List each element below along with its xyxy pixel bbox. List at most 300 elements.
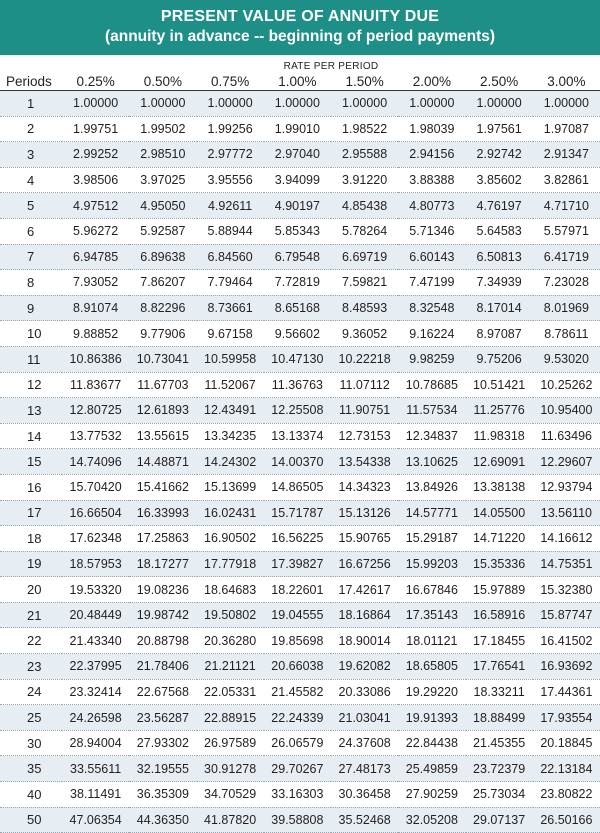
factor-cell: 14.86505 [264,474,331,500]
periods-header: Periods [0,72,62,91]
period-cell: 3 [0,142,62,168]
factor-cell: 22.84438 [398,730,465,756]
factor-cell: 9.67158 [197,321,264,347]
factor-cell: 33.16303 [264,782,331,808]
table-row [0,398,600,424]
factor-cell: 11.98318 [466,423,533,449]
table-row [0,449,600,475]
factor-cell: 1.00000 [398,91,465,117]
factor-cell: 11.90751 [331,398,398,424]
factor-cell: 20.33086 [331,679,398,705]
period-cell: 23 [0,654,62,680]
factor-cell: 21.45355 [466,730,533,756]
factor-cell: 15.41662 [129,474,196,500]
factor-cell: 11.63496 [533,423,600,449]
factor-cell: 23.56287 [129,705,196,731]
factor-cell: 18.90014 [331,628,398,654]
factor-cell: 24.37608 [331,730,398,756]
period-cell: 24 [0,679,62,705]
factor-cell: 15.71787 [264,500,331,526]
factor-cell: 6.84560 [197,244,264,270]
factor-cell: 7.72819 [264,270,331,296]
factor-cell: 30.36458 [331,782,398,808]
factor-cell: 18.33211 [466,679,533,705]
factor-cell: 38.11491 [62,782,129,808]
factor-cell: 7.93052 [62,270,129,296]
factor-cell: 1.99502 [129,116,196,142]
factor-cell: 12.80725 [62,398,129,424]
factor-cell: 5.78264 [331,218,398,244]
factor-cell: 21.21121 [197,654,264,680]
factor-cell: 14.24302 [197,449,264,475]
factor-cell: 12.73153 [331,423,398,449]
factor-cell: 41.87820 [197,807,264,833]
period-cell: 6 [0,218,62,244]
factor-cell: 17.18455 [466,628,533,654]
factor-cell: 20.48449 [62,602,129,628]
factor-cell: 18.65805 [398,654,465,680]
factor-cell: 1.99751 [62,116,129,142]
factor-cell: 22.88915 [197,705,264,731]
factor-cell: 1.99010 [264,116,331,142]
factor-cell: 10.95400 [533,398,600,424]
factor-cell: 15.35336 [466,551,533,577]
factor-cell: 18.88499 [466,705,533,731]
table-row [0,91,600,117]
factor-cell: 9.56602 [264,321,331,347]
factor-cell: 3.88388 [398,167,465,193]
factor-cell: 11.07112 [331,372,398,398]
factor-cell: 10.22218 [331,346,398,372]
factor-cell: 2.95588 [331,142,398,168]
factor-cell: 39.58808 [264,807,331,833]
factor-cell: 1.00000 [466,91,533,117]
factor-cell: 4.92611 [197,193,264,219]
table-row [0,526,600,552]
table-body [0,91,600,833]
factor-cell: 8.97087 [466,321,533,347]
factor-cell: 1.00000 [533,91,600,117]
factor-cell: 14.75351 [533,551,600,577]
table-row [0,321,600,347]
factor-cell: 25.73034 [466,782,533,808]
table-row [0,679,600,705]
factor-cell: 19.50802 [197,602,264,628]
factor-cell: 23.72379 [466,756,533,782]
factor-cell: 10.73041 [129,346,196,372]
factor-cell: 15.97889 [466,577,533,603]
factor-cell: 27.90259 [398,782,465,808]
factor-cell: 21.78406 [129,654,196,680]
factor-cell: 19.62082 [331,654,398,680]
period-cell: 19 [0,551,62,577]
factor-cell: 9.16224 [398,321,465,347]
factor-cell: 47.06354 [62,807,129,833]
table-row [0,270,600,296]
factor-cell: 7.86207 [129,270,196,296]
factor-cell: 11.67703 [129,372,196,398]
factor-cell: 36.35309 [129,782,196,808]
factor-cell: 10.47130 [264,346,331,372]
factor-cell: 6.89638 [129,244,196,270]
factor-cell: 17.25863 [129,526,196,552]
factor-cell: 4.85438 [331,193,398,219]
factor-cell: 34.70529 [197,782,264,808]
factor-cell: 19.08236 [129,577,196,603]
factor-cell: 13.84926 [398,474,465,500]
factor-cell: 10.78685 [398,372,465,398]
factor-cell: 3.95556 [197,167,264,193]
factor-cell: 15.13699 [197,474,264,500]
factor-cell: 2.97040 [264,142,331,168]
factor-cell: 16.66504 [62,500,129,526]
factor-cell: 29.70267 [264,756,331,782]
table-row [0,628,600,654]
factor-cell: 5.92587 [129,218,196,244]
factor-cell: 44.36350 [129,807,196,833]
factor-cell: 7.59821 [331,270,398,296]
factor-cell: 12.43491 [197,398,264,424]
factor-cell: 8.91074 [62,295,129,321]
factor-cell: 25.49859 [398,756,465,782]
table-row [0,193,600,219]
table-row [0,218,600,244]
factor-cell: 20.88798 [129,628,196,654]
factor-cell: 5.71346 [398,218,465,244]
factor-cell: 1.98039 [398,116,465,142]
factor-cell: 1.99256 [197,116,264,142]
factor-cell: 14.74096 [62,449,129,475]
factor-cell: 16.02431 [197,500,264,526]
table-row [0,756,600,782]
rate-header: 2.00% [398,72,465,91]
factor-cell: 1.97561 [466,116,533,142]
period-cell: 4 [0,167,62,193]
factor-cell: 9.53020 [533,346,600,372]
factor-cell: 11.25776 [466,398,533,424]
factor-cell: 18.01121 [398,628,465,654]
period-cell: 30 [0,730,62,756]
factor-cell: 4.95050 [129,193,196,219]
period-cell: 10 [0,321,62,347]
factor-cell: 16.93692 [533,654,600,680]
factor-cell: 26.50166 [533,807,600,833]
table-row [0,295,600,321]
factor-cell: 15.90765 [331,526,398,552]
factor-cell: 19.29220 [398,679,465,705]
table-row [0,807,600,833]
table-row [0,423,600,449]
factor-cell: 7.47199 [398,270,465,296]
table-row [0,474,600,500]
factor-cell: 8.65168 [264,295,331,321]
factor-cell: 16.56225 [264,526,331,552]
factor-cell: 6.50813 [466,244,533,270]
factor-cell: 16.58916 [466,602,533,628]
factor-cell: 11.36763 [264,372,331,398]
factor-cell: 5.88944 [197,218,264,244]
factor-cell: 14.34323 [331,474,398,500]
factor-cell: 8.78611 [533,321,600,347]
factor-cell: 22.67568 [129,679,196,705]
factor-cell: 8.32548 [398,295,465,321]
period-cell: 5 [0,193,62,219]
factor-cell: 17.44361 [533,679,600,705]
factor-cell: 1.97087 [533,116,600,142]
table-row [0,577,600,603]
factor-cell: 1.98522 [331,116,398,142]
table-row [0,782,600,808]
factor-cell: 2.98510 [129,142,196,168]
factor-cell: 16.67846 [398,577,465,603]
period-cell: 50 [0,807,62,833]
factor-cell: 30.91278 [197,756,264,782]
factor-cell: 3.97025 [129,167,196,193]
period-cell: 9 [0,295,62,321]
factor-cell: 19.53320 [62,577,129,603]
period-cell: 11 [0,346,62,372]
factor-cell: 3.94099 [264,167,331,193]
factor-cell: 1.00000 [62,91,129,117]
rate-caption: RATE PER PERIOD [283,61,379,72]
period-cell: 2 [0,116,62,142]
table-row [0,500,600,526]
table-subtitle: (annuity in advance -- beginning of period payments) [104,28,496,45]
period-cell: 21 [0,602,62,628]
factor-cell: 5.85343 [264,218,331,244]
factor-cell: 6.94785 [62,244,129,270]
factor-cell: 11.52067 [197,372,264,398]
factor-cell: 8.01969 [533,295,600,321]
factor-cell: 11.83677 [62,372,129,398]
period-cell: 35 [0,756,62,782]
period-cell: 13 [0,398,62,424]
factor-cell: 14.00370 [264,449,331,475]
factor-cell: 10.59958 [197,346,264,372]
factor-cell: 3.91220 [331,167,398,193]
factor-cell: 6.60143 [398,244,465,270]
factor-cell: 19.91393 [398,705,465,731]
rate-header: 3.00% [533,72,600,91]
rate-header: 0.25% [62,72,129,91]
factor-cell: 5.96272 [62,218,129,244]
factor-cell: 9.75206 [466,346,533,372]
rate-header: 0.50% [129,72,196,91]
factor-cell: 13.55615 [129,423,196,449]
factor-cell: 14.48871 [129,449,196,475]
factor-cell: 1.00000 [331,91,398,117]
factor-cell: 27.48173 [331,756,398,782]
factor-cell: 22.13184 [533,756,600,782]
period-cell: 25 [0,705,62,731]
period-cell: 15 [0,449,62,475]
factor-cell: 13.77532 [62,423,129,449]
factor-cell: 7.79464 [197,270,264,296]
factor-cell: 23.32414 [62,679,129,705]
factor-cell: 15.29187 [398,526,465,552]
factor-cell: 20.36280 [197,628,264,654]
factor-cell: 17.35143 [398,602,465,628]
table-row [0,705,600,731]
period-cell: 1 [0,91,62,117]
table-row [0,142,600,168]
factor-cell: 3.85602 [466,167,533,193]
factor-cell: 8.73661 [197,295,264,321]
factor-cell: 12.93794 [533,474,600,500]
factor-cell: 19.98742 [129,602,196,628]
factor-cell: 2.97772 [197,142,264,168]
factor-cell: 17.39827 [264,551,331,577]
factor-cell: 18.64683 [197,577,264,603]
factor-cell: 17.77918 [197,551,264,577]
rate-header: 1.00% [264,72,331,91]
factor-cell: 15.99203 [398,551,465,577]
factor-cell: 14.05500 [466,500,533,526]
factor-cell: 6.41719 [533,244,600,270]
factor-cell: 18.16864 [331,602,398,628]
period-cell: 8 [0,270,62,296]
table-row [0,654,600,680]
factor-cell: 24.26598 [62,705,129,731]
table-row [0,244,600,270]
factor-cell: 2.91347 [533,142,600,168]
factor-cell: 14.16612 [533,526,600,552]
factor-cell: 9.98259 [398,346,465,372]
factor-cell: 1.00000 [129,91,196,117]
factor-cell: 21.45582 [264,679,331,705]
period-cell: 14 [0,423,62,449]
factor-cell: 26.06579 [264,730,331,756]
factor-cell: 8.17014 [466,295,533,321]
factor-cell: 10.25262 [533,372,600,398]
factor-cell: 7.34939 [466,270,533,296]
table-header-banner [0,0,600,55]
factor-cell: 16.90502 [197,526,264,552]
factor-cell: 15.87747 [533,602,600,628]
factor-cell: 12.25508 [264,398,331,424]
period-cell: 18 [0,526,62,552]
factor-cell: 15.13126 [331,500,398,526]
rate-header: 0.75% [197,72,264,91]
factor-cell: 8.82296 [129,295,196,321]
factor-cell: 17.76541 [466,654,533,680]
factor-cell: 12.61893 [129,398,196,424]
factor-cell: 15.70420 [62,474,129,500]
factor-cell: 23.80822 [533,782,600,808]
factor-cell: 8.48593 [331,295,398,321]
period-cell: 17 [0,500,62,526]
factor-cell: 7.23028 [533,270,600,296]
factor-cell: 16.67256 [331,551,398,577]
table-row [0,167,600,193]
factor-cell: 1.00000 [197,91,264,117]
table-row [0,116,600,142]
factor-cell: 13.54338 [331,449,398,475]
factor-cell: 22.24339 [264,705,331,731]
factor-cell: 5.57971 [533,218,600,244]
factor-cell: 6.79548 [264,244,331,270]
factor-cell: 14.71220 [466,526,533,552]
factor-cell: 16.33993 [129,500,196,526]
factor-cell: 26.97589 [197,730,264,756]
factor-cell: 10.86386 [62,346,129,372]
factor-cell: 20.66038 [264,654,331,680]
table-title: PRESENT VALUE OF ANNUITY DUE [160,8,440,25]
factor-cell: 12.29607 [533,449,600,475]
factor-cell: 16.41502 [533,628,600,654]
factor-cell: 33.55611 [62,756,129,782]
factor-cell: 21.43340 [62,628,129,654]
factor-cell: 14.57771 [398,500,465,526]
factor-cell: 20.18845 [533,730,600,756]
factor-cell: 32.19555 [129,756,196,782]
factor-cell: 2.99252 [62,142,129,168]
factor-cell: 13.56110 [533,500,600,526]
factor-cell: 15.32380 [533,577,600,603]
factor-cell: 2.92742 [466,142,533,168]
factor-cell: 6.69719 [331,244,398,270]
factor-cell: 9.77906 [129,321,196,347]
factor-cell: 19.85698 [264,628,331,654]
factor-cell: 3.98506 [62,167,129,193]
period-cell: 7 [0,244,62,270]
period-cell: 12 [0,372,62,398]
factor-cell: 11.57534 [398,398,465,424]
factor-cell: 10.51421 [466,372,533,398]
factor-cell: 9.36052 [331,321,398,347]
factor-cell: 22.37995 [62,654,129,680]
table-row [0,346,600,372]
table-row [0,372,600,398]
factor-cell: 28.94004 [62,730,129,756]
annuity-table [0,55,600,833]
period-cell: 40 [0,782,62,808]
factor-cell: 27.93302 [129,730,196,756]
factor-cell: 13.13374 [264,423,331,449]
factor-cell: 4.76197 [466,193,533,219]
factor-cell: 19.04555 [264,602,331,628]
table-row [0,602,600,628]
factor-cell: 18.57953 [62,551,129,577]
factor-cell: 17.62348 [62,526,129,552]
factor-cell: 9.88852 [62,321,129,347]
factor-cell: 1.00000 [264,91,331,117]
factor-cell: 18.17277 [129,551,196,577]
factor-cell: 22.05331 [197,679,264,705]
factor-cell: 32.05208 [398,807,465,833]
rate-header: 1.50% [331,72,398,91]
factor-cell: 18.22601 [264,577,331,603]
rate-header: 2.50% [466,72,533,91]
factor-cell: 4.97512 [62,193,129,219]
table-row [0,730,600,756]
factor-cell: 17.42617 [331,577,398,603]
factor-cell: 4.80773 [398,193,465,219]
period-cell: 20 [0,577,62,603]
period-cell: 22 [0,628,62,654]
table-row [0,551,600,577]
factor-cell: 4.71710 [533,193,600,219]
factor-cell: 13.38138 [466,474,533,500]
factor-cell: 2.94156 [398,142,465,168]
factor-cell: 12.69091 [466,449,533,475]
factor-cell: 5.64583 [466,218,533,244]
factor-cell: 21.03041 [331,705,398,731]
factor-cell: 3.82861 [533,167,600,193]
factor-cell: 29.07137 [466,807,533,833]
period-cell: 16 [0,474,62,500]
factor-cell: 13.34235 [197,423,264,449]
